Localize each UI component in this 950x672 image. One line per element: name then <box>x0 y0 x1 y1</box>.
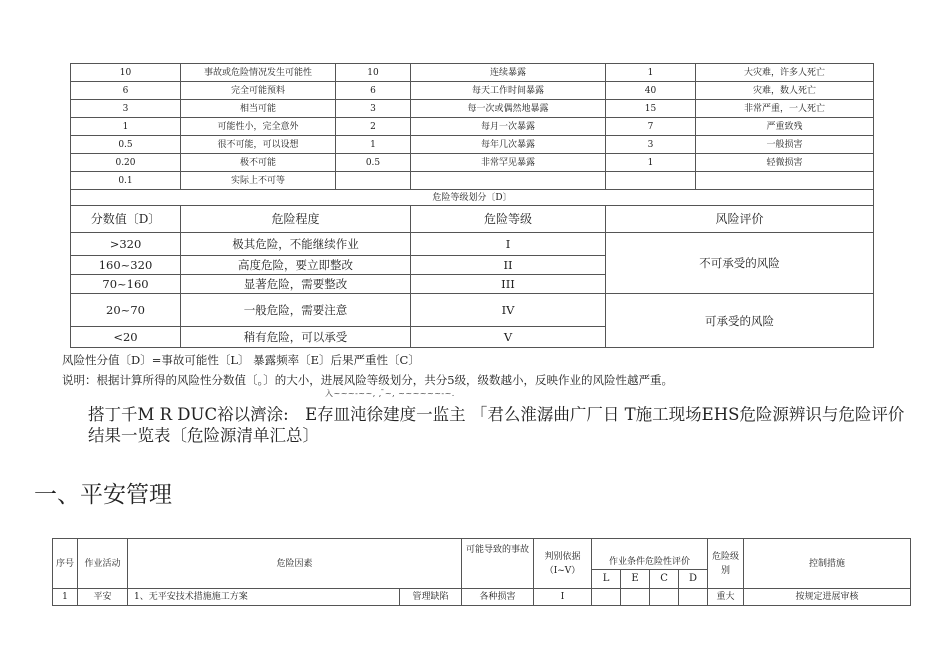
risk-evaluation-acceptable: 可承受的风险 <box>606 294 874 348</box>
garbled-text-line: 入~~~-~~, , ̄~, ~~~~~~-~. <box>325 389 455 398</box>
level-header-row: 分数值〔D〕 危险程度 危险等级 风险评价 <box>71 206 874 233</box>
level-row: <20 稍有危险，可以承受 V <box>71 327 874 348</box>
level-row: 70~160 显著危险，需要整改 III <box>71 275 874 294</box>
factor-row: 0.1 实际上不可等 <box>71 172 874 190</box>
explanation-note: 说明：根据计算所得的风险性分数值〔。〕的大小，进展风险等级划分，共分5级，级数越小，反映作业的风险性越严重。 <box>62 373 674 387</box>
factor-row: 3 相当可能 3 每一次或偶然地暴露 15 非常严重，一人死亡 <box>71 100 874 118</box>
hazard-list-table <box>52 538 911 606</box>
factor-row: 0.20 极不可能 0.5 非常罕见暴露 1 轻微损害 <box>71 154 874 172</box>
risk-evaluation-unacceptable: 不可承受的风险 <box>606 233 874 294</box>
hazard-header-row: 序号 作业活动 危险因素 可能导致的事故 判别依据（I~V） 作业条件危险性评价 危险级别 控制措施 <box>53 539 911 570</box>
level-table-title-row <box>71 190 874 206</box>
document-title-paragraph: 搭丁千M R DUC裕以濟涂: E存皿沌徐建度一监主 「君么淮潺曲广厂日 T施工现场EHS危险源辨识与危险评价结果一览表〔危险源清单汇总〕 <box>88 405 905 445</box>
factor-row: 1 可能性小，完全意外 2 每月一次暴露 7 严重致残 <box>71 118 874 136</box>
level-table-title: 危险等级划分〔D〕 <box>71 190 874 206</box>
risk-formula: 风险性分值〔D〕=事故可能性〔L〕 暴露频率〔E〕后果严重性〔C〕 <box>62 353 420 367</box>
level-row: >320 极其危险，不能继续作业 I 不可承受的风险 <box>71 233 874 256</box>
level-row: 20~70 一般危险，需要注意 IV 可承受的风险 <box>71 294 874 327</box>
risk-factor-table <box>70 63 874 348</box>
level-row: 160~320 高度危险，要立即整改 II <box>71 256 874 275</box>
table-row: 1 平安 1、无平安技术措施施工方案 管理缺陷 各种损害 I 重大 按规定进展审核 <box>53 589 911 606</box>
factor-row: 0.5 很不可能，可以设想 1 每年几次暴露 3 一般损害 <box>71 136 874 154</box>
section-heading: 一、平安管理 <box>34 482 172 508</box>
factor-row: 6 完全可能预料 6 每天工作时间暴露 40 灾难，数人死亡 <box>71 82 874 100</box>
hazard-subheader-row: L E C D <box>53 570 911 589</box>
factor-row: 10 事故或危险情况发生可能性 10 连续暴露 1 大灾难，许多人死亡 <box>71 64 874 82</box>
